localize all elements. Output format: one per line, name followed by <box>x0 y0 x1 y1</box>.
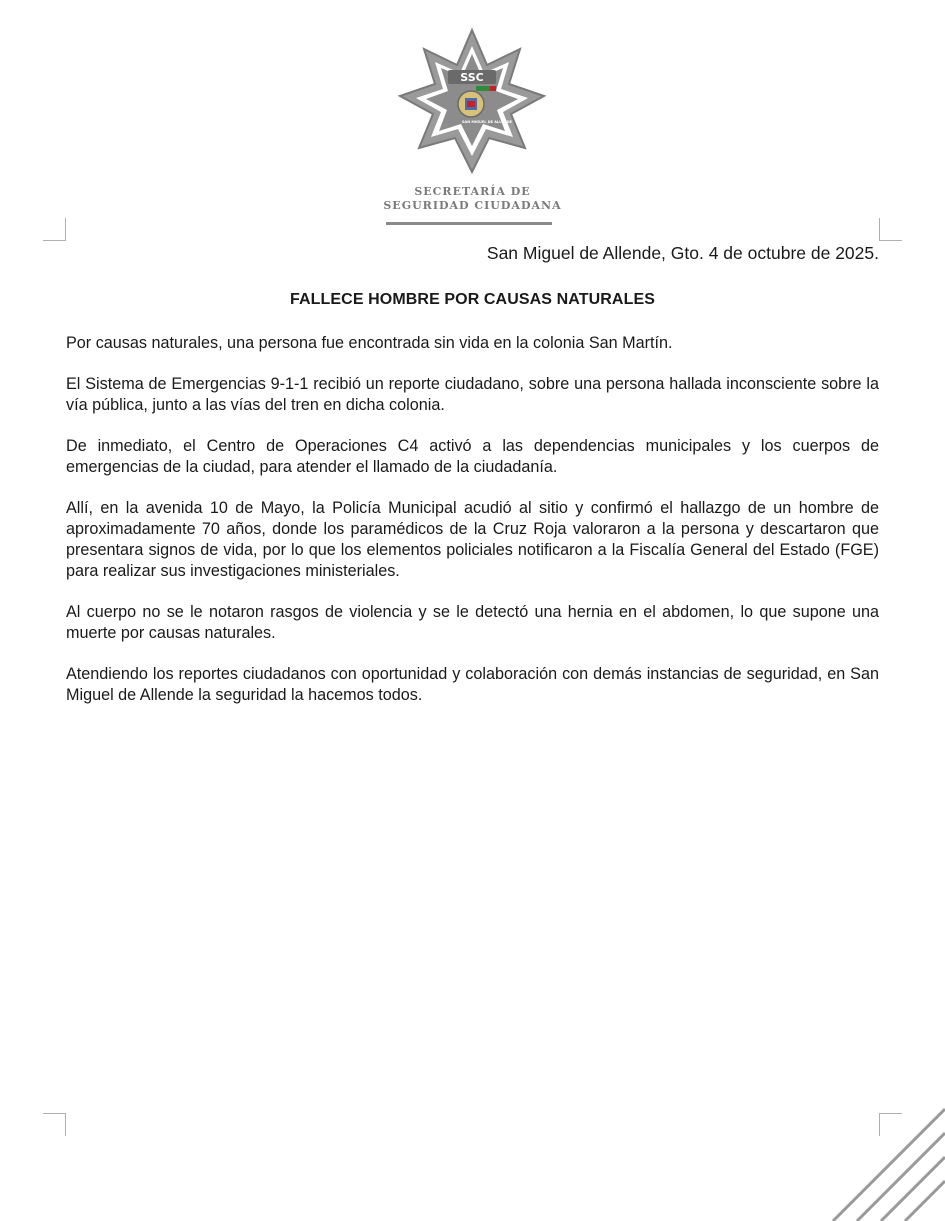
crop-mark-top-left <box>43 218 66 241</box>
org-name-line-1: SECRETARÍA DE <box>414 185 531 198</box>
org-name <box>330 185 615 213</box>
paragraph-2: El Sistema de Emergencias 9-1-1 recibió un reporte ciudadano, sobre una persona hallada inconsciente sobre la vía pública, junto a las vías del tren en dicha colonia. <box>66 375 879 414</box>
crop-mark-top-right <box>879 218 902 241</box>
body-text <box>66 333 879 726</box>
paragraph-5: Al cuerpo no se le notaron rasgos de violencia y se le detectó una hernia en el abdomen, lo que supone una muerte por causas naturales. <box>66 603 879 642</box>
header-divider <box>386 222 552 225</box>
badge-text: SSC <box>460 71 484 84</box>
place-date: San Miguel de Allende, Gto. 4 de octubre de 2025. <box>486 243 879 263</box>
ssc-badge-logo <box>391 28 553 178</box>
paragraph-4: Allí, en la avenida 10 de Mayo, la Policía Municipal acudió al sitio y confirmó el hallazgo de un hombre de aproximadamente 70 años, donde los paramédicos de la Cruz Roja valoraron a la persona y descartaron que presentara signos de vida, por lo que los elementos policiales notificaron a la Fiscalía General del Estado (FGE) para realizar sus investigaciones ministeriales. <box>66 499 879 580</box>
headline: FALLECE HOMBRE POR CAUSAS NATURALES <box>290 291 655 308</box>
paragraph-3: De inmediato, el Centro de Operaciones C4 activó a las dependencias municipales y los cuerpos de emergencias de la ciudad, para atender el llamado de la ciudadanía. <box>66 437 879 476</box>
crop-mark-bottom-left <box>43 1113 66 1136</box>
corner-stripes-decoration <box>775 1051 945 1221</box>
paragraph-1: Por causas naturales, una persona fue encontrada sin vida en la colonia San Martín. <box>66 334 673 352</box>
org-name-line-2: SEGURIDAD CIUDADANA <box>383 199 562 212</box>
badge-subtext: SAN MIGUEL DE ALLENDE <box>461 120 513 124</box>
paragraph-6: Atendiendo los reportes ciudadanos con oportunidad y colaboración con demás instancias de seguridad, en San Miguel de Allende la seguridad la hacemos todos. <box>66 665 879 704</box>
